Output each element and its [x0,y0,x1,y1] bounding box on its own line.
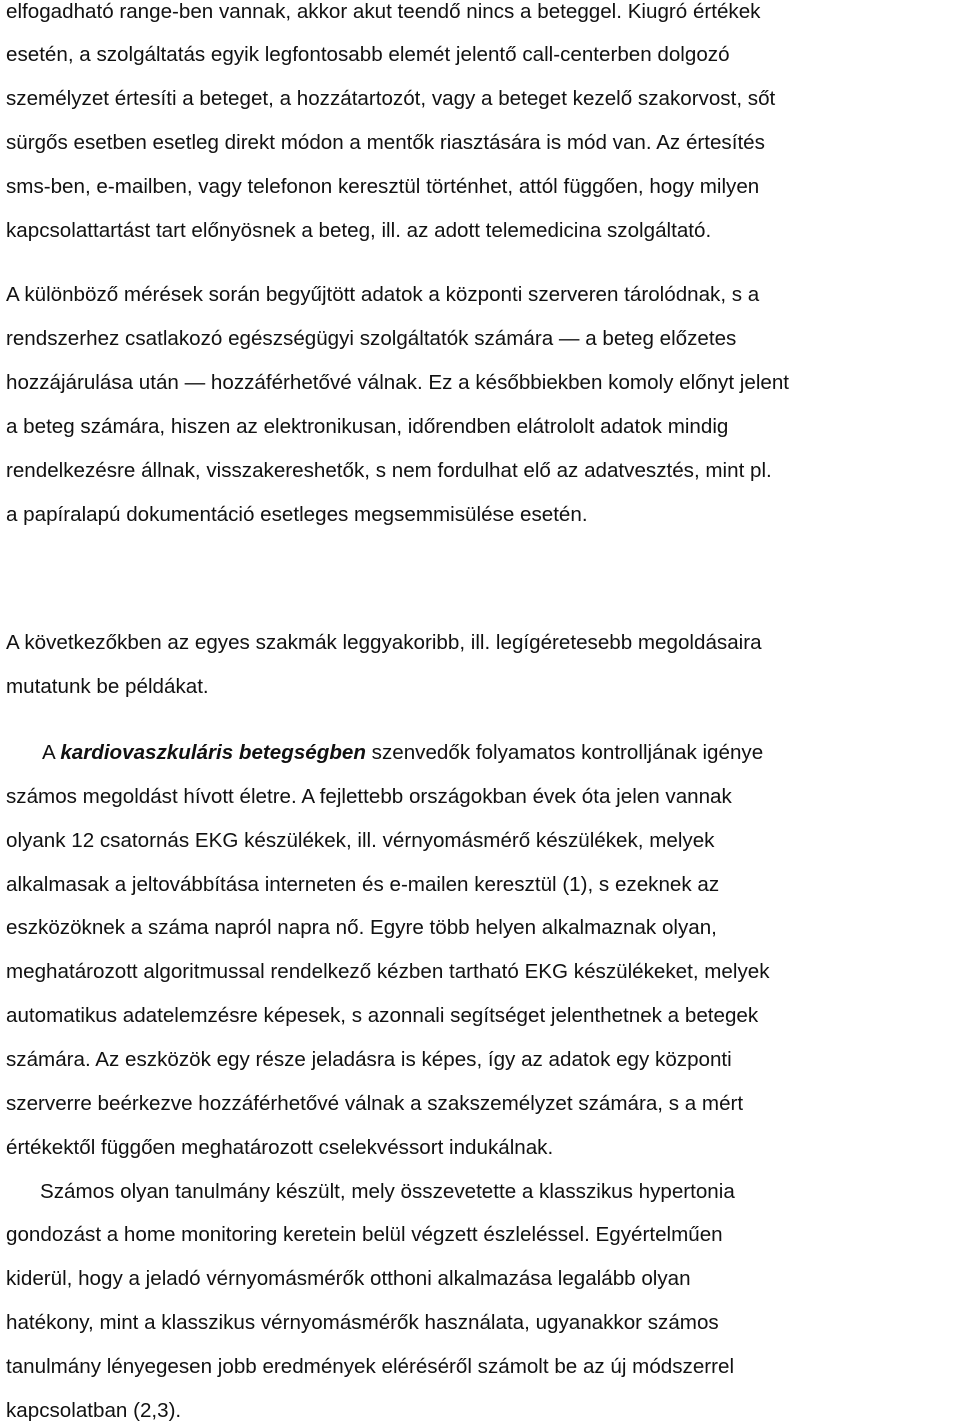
text-line: a beteg számára, hiszen az elektronikusan, időrendben elátrololt adatok mindig [6,415,729,438]
text-line: a papíralapú dokumentáció esetleges megsemmisülése esetén. [6,503,588,526]
text-line: számára. Az eszközök egy része jeladásra is képes, így az adatok egy központi [6,1048,732,1071]
text-line: szerverre beérkezve hozzáférhetővé válnak a szakszemélyzet számára, s a mért [6,1092,744,1115]
text-line: esetén, a szolgáltatás egyik legfontosabb elemét jelentő call-centerben dolgozó [6,43,730,66]
text-run: A [42,741,61,764]
text-line: Számos olyan tanulmány készült, mely összevetette a klasszikus hypertonia [40,1180,735,1203]
text-line: automatikus adatelemzésre képesek, s azonnali segítséget jelenthetnek a betegek [6,1004,759,1027]
text-line: kapcsolatban (2,3). [6,1399,182,1422]
text-line: olyank 12 csatornás EKG készülékek, ill. vérnyomásmérő készülékek, melyek [6,829,715,852]
text-line: személyzet értesíti a beteget, a hozzátartozót, vagy a beteget kezelő szakorvost, sőt [6,87,776,110]
text-line: meghatározott algoritmussal rendelkező kézben tartható EKG készülékeket, melyek [6,960,770,983]
text-line: kapcsolattartást tart előnyösnek a beteg, ill. az adott telemedicina szolgáltató. [6,219,712,242]
text-line: gondozást a home monitoring keretein belül végzett észleléssel. Egyértelműen [6,1223,723,1246]
text-line: mutatunk be példákat. [6,675,209,698]
text-line: sms-ben, e-mailben, vagy telefonon keresztül történhet, attól függően, hogy milyen [6,175,760,198]
text-line: hozzájárulása után ― hozzáférhetővé válnak. Ez a későbbiekben komoly előnyt jelent [6,371,790,394]
text-line: sürgős esetben esetleg direkt módon a mentők riasztására is mód van. Az értesítés [6,131,765,154]
text-line: eszközöknek a száma napról napra nő. Egyre több helyen alkalmaznak olyan, [6,916,717,939]
text-line: értékektől függően meghatározott cselekvéssort indukálnak. [6,1136,554,1159]
text-line: A különböző mérések során begyűjtött adatok a központi szerveren tárolódnak, s a [6,283,760,306]
text-line: rendszerhez csatlakozó egészségügyi szolgáltatók számára ― a beteg előzetes [6,327,737,350]
text-line: rendelkezésre állnak, visszakereshetők, s nem fordulhat elő az adatvesztés, mint pl. [6,459,772,482]
emphasized-term: kardiovaszkuláris betegségben [60,741,366,764]
text-run: szenvedők folyamatos kontrolljának igénye [365,741,764,764]
text-line: alkalmasak a jeltovábbítása interneten és e-mailen keresztül (1), s ezeknek az [6,873,720,896]
text-line: számos megoldást hívott életre. A fejlettebb országokban évek óta jelen vannak [6,785,732,808]
text-line: hatékony, mint a klasszikus vérnyomásmérők használata, ugyanakkor számos [6,1311,719,1334]
text-line: A következőkben az egyes szakmák leggyakoribb, ill. legígéretesebb megoldásaira [6,631,762,654]
text-line: elfogadható range-ben vannak, akkor akut teendő nincs a beteggel. Kiugró értékek [6,0,761,23]
text-line: tanulmány lényegesen jobb eredmények eléréséről számolt be az új módszerrel [6,1355,735,1378]
text-line: kiderül, hogy a jeladó vérnyomásmérők otthoni alkalmazása legalább olyan [6,1267,691,1290]
text-line [42,741,763,765]
